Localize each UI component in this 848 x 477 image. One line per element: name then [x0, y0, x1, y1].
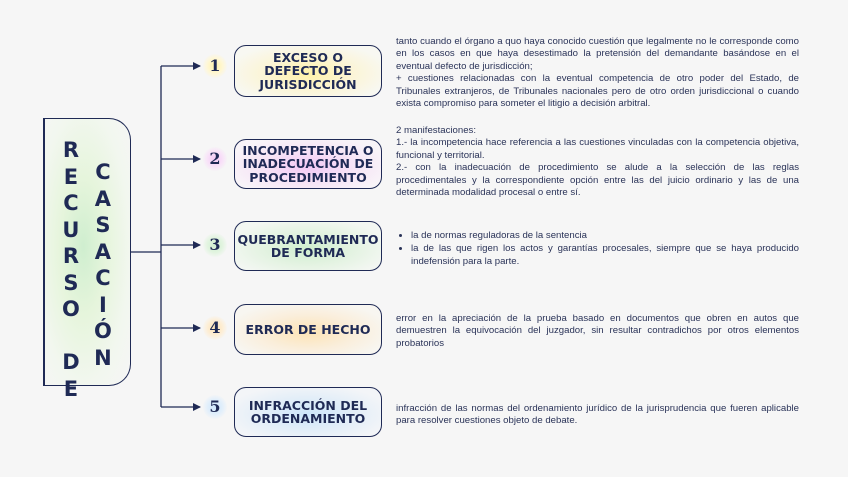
- item-label-4: ERROR DE HECHO: [245, 321, 371, 337]
- item-label-5: INFRACCIÓN DEL ORDENAMIENTO: [248, 397, 368, 426]
- title-letter: U: [62, 217, 80, 242]
- title-letter: E: [63, 164, 79, 189]
- title-letter: S: [63, 270, 79, 295]
- title-letter: R: [62, 138, 80, 162]
- item-description-3: [396, 229, 799, 268]
- item-description-1: [396, 36, 799, 110]
- title-letter: O: [62, 297, 80, 321]
- item-number-5: 5: [203, 395, 227, 419]
- item-description-2: [396, 125, 799, 199]
- item-number-2: 2: [203, 147, 227, 171]
- item-number-3: 3: [203, 233, 227, 257]
- title-letter: E: [63, 376, 79, 401]
- title-letter: A: [94, 186, 112, 211]
- title-letter: Ó: [94, 319, 112, 343]
- description-paragraph: 2.- con la inadecuación de procedimiento se alude a la selección de las reglas procedimentales y la correspondiente opción entre las del juicio ordinario y las de una determinada modalidad procesal o entre sí.: [396, 162, 799, 199]
- title-letter: C: [95, 266, 111, 290]
- item-number-1: 1: [203, 54, 227, 78]
- title-letter: C: [95, 160, 111, 184]
- description-paragraph: infracción de las normas del ordenamiento jurídico de la jurisprudencia que fueren aplicable para resolver cuestiones objeto de debate.: [396, 403, 799, 427]
- description-paragraph: error en la apreciación de la prueba basado en documentos que obren en autos que demuestren la equivocación del juzgador, sin resultar contradichos por otros elementos probatorios: [396, 313, 799, 349]
- description-bullet: • la de las que rigen los actos y garantías procesales, siempre que se haya producido indefensión para la parte.: [411, 242, 799, 268]
- item-label-2: INCOMPETENCIA O INADECUACIÓN DE PROCEDIMIENTO: [242, 142, 374, 185]
- item-box-1: [234, 45, 382, 97]
- item-description-5: [396, 403, 799, 428]
- item-description-4: [396, 313, 799, 350]
- item-number-4: 4: [203, 316, 227, 340]
- title-letter: A: [94, 239, 112, 264]
- description-paragraph: tanto cuando el órgano a quo haya conocido cuestión que legalmente no le corresponde como en los casos en que haya desestimado la pretensión del demandante basándose en el eventual defecto de jurisdicción;: [396, 36, 799, 72]
- title-letter: D: [62, 350, 80, 374]
- title-letter: R: [62, 244, 80, 268]
- description-paragraph: + cuestiones relacionadas con la eventual competencia de otro poder del Estado, de Tribunales extranjeros, de Tribunales nacionales pero de otro orden jurisdiccional o cuando exista compromiso para someter el litigio a decisión arbitral.: [396, 73, 799, 110]
- description-bullet: • la de normas reguladoras de la sentencia: [411, 229, 799, 242]
- item-box-3: [234, 221, 382, 271]
- item-box-5: [234, 387, 382, 437]
- item-box-2: [234, 139, 382, 189]
- title-letter: I: [99, 292, 107, 317]
- item-label-1: EXCESO O DEFECTO DE JURISDICCIÓN: [259, 49, 357, 92]
- title-letter: N: [94, 345, 112, 370]
- description-paragraph: 1.- la incompetencia hace referencia a las cuestiones vinculadas con la competencia objetiva, funcional y territorial.: [396, 137, 799, 161]
- description-paragraph: 2 manifestaciones:: [396, 125, 476, 136]
- description-bullet-list: [396, 229, 799, 268]
- title-letter: C: [63, 191, 79, 215]
- item-box-4: [234, 304, 382, 355]
- title-letter: S: [95, 213, 111, 237]
- item-label-3: QUEBRANTAMIENTO DE FORMA: [237, 231, 379, 260]
